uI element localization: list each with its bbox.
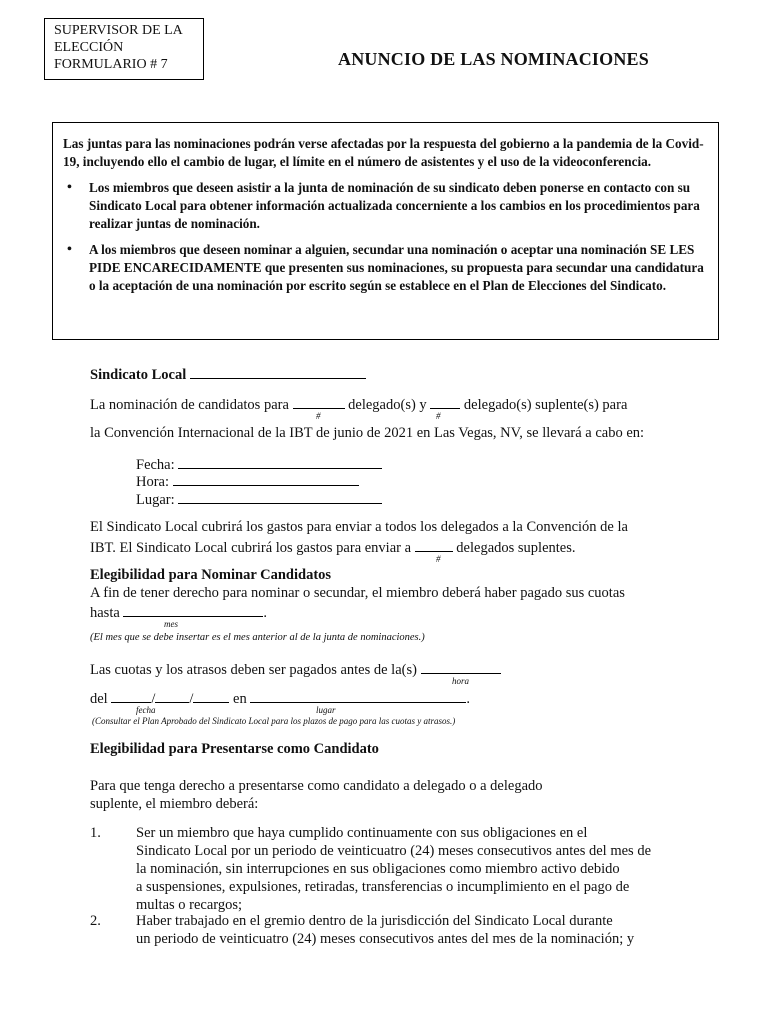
month-note: (El mes que se debe insertar es el mes anterior al de la junta de nominaciones.): [90, 632, 425, 643]
time-label: Hora:: [136, 474, 170, 490]
hash-sub: #: [316, 411, 321, 421]
local-union-label: Sindicato Local: [90, 367, 187, 383]
expenses-line: El Sindicato Local cubrirá los gastos para enviar a todos los delegados a la Convención de la: [90, 519, 628, 535]
section-heading-candidate: Elegibilidad para Presentarse como Candidato: [90, 741, 379, 757]
notice-bullet-list: [63, 179, 708, 295]
nomination-text: delegado(s) y: [348, 397, 427, 413]
place-field[interactable]: [178, 489, 382, 504]
period-text: .: [263, 605, 268, 621]
del-text: del: [90, 691, 108, 707]
form-id-line: SUPERVISOR DE LA: [54, 23, 183, 38]
dues-deadline-row: [90, 602, 267, 622]
slash-text: /: [189, 691, 194, 707]
list-item-line: multas o recargos;: [136, 897, 243, 913]
list-item-line: Ser un miembro que haya cumplido continuamente con sus obligaciones en el: [136, 825, 588, 841]
expenses-text: delegados suplentes.: [456, 540, 576, 556]
hash-sub: #: [436, 554, 441, 564]
nomination-text: delegado(s) suplente(s) para: [463, 397, 628, 413]
month-sub-label: mes: [164, 619, 178, 629]
expenses-text: IBT. El Sindicato Local cubrirá los gastos para enviar a: [90, 540, 412, 556]
local-union-row: [90, 364, 366, 384]
place-sub-label: lugar: [316, 705, 336, 715]
dues-year-field[interactable]: [193, 688, 229, 703]
notice-intro: Las juntas para las nominaciones podrán verse afectadas por la respuesta del gobierno a la pandemia de la Covid-19, incluyendo ello el cambio de lugar, el límite en el número de asistentes y el uso de la videoconferencia.: [63, 136, 704, 169]
bullet-icon: •: [67, 180, 72, 195]
form-id-line: FORMULARIO # 7: [54, 57, 168, 72]
place-label: Lugar:: [136, 492, 175, 508]
slash-text: /: [151, 691, 156, 707]
list-item: [136, 912, 696, 948]
en-text: en: [233, 691, 247, 707]
covid-notice-box: [52, 122, 719, 340]
dues-hour-field[interactable]: [421, 659, 501, 674]
list-item-line: Haber trabajado en el gremio dentro de la jurisdicción del Sindicato Local durante: [136, 913, 613, 929]
nomination-text: La nominación de candidatos para: [90, 397, 289, 413]
list-item-line: a suspensiones, expulsiones, retiradas, transferencias o incumplimiento en el pago de: [136, 879, 630, 895]
time-row: [136, 471, 359, 491]
notice-bullet-text: A los miembros que deseen nominar a alguien, secundar una nominación o aceptar una nominación SE LES PIDE ENCARECIDAMENTE que presenten sus nominaciones, su propuesta para secundar una candidatura o la aceptación de una nominación por escrito según se establece en el Plan de Elecciones del Sindicato.: [89, 242, 704, 293]
date-sub-label: fecha: [136, 705, 156, 715]
form-id-line: ELECCIÓN: [54, 40, 124, 55]
period-text: .: [466, 691, 470, 707]
dues-day-field[interactable]: [111, 688, 151, 703]
time-field[interactable]: [173, 471, 359, 486]
notice-bullet: [63, 179, 708, 233]
page-title: ANUNCIO DE LAS NOMINACIONES: [338, 49, 649, 69]
list-item-line: Sindicato Local por un periodo de veinticuatro (24) meses consecutivos antes del mes de: [136, 843, 652, 859]
form-id-box: [44, 18, 204, 80]
nomination-row: [90, 394, 627, 414]
dues-deadline-label: hasta: [90, 605, 120, 621]
alternates-count-field[interactable]: [430, 394, 460, 409]
candidate-intro-line: suplente, el miembro deberá:: [90, 796, 259, 812]
list-item-number: 2.: [90, 913, 101, 929]
delegates-count-field[interactable]: [293, 394, 345, 409]
hour-sub-label: hora: [452, 676, 470, 686]
list-item-line: la nominación, sin interrupciones en sus obligaciones como miembro activo debido: [136, 861, 620, 877]
convention-line: la Convención Internacional de la IBT de junio de 2021 en Las Vegas, NV, se llevará a cabo en:: [90, 425, 645, 441]
place-row: [136, 489, 382, 509]
dues-time-text: Las cuotas y los atrasos deben ser pagados antes de la(s): [90, 662, 417, 678]
date-label: Fecha:: [136, 457, 175, 473]
bullet-icon: •: [67, 242, 72, 257]
notice-bullet: [63, 241, 708, 295]
dues-month-part-field[interactable]: [155, 688, 189, 703]
list-item: [136, 824, 696, 914]
list-item-number: 1.: [90, 825, 101, 841]
hash-sub: #: [436, 411, 441, 421]
list-item-line: un periodo de veinticuatro (24) meses consecutivos antes del mes de la nominación; y: [136, 931, 635, 947]
expenses-line-2: [90, 537, 576, 557]
dues-place-field[interactable]: [250, 688, 466, 703]
date-field[interactable]: [178, 454, 382, 469]
dues-time-row: [90, 659, 501, 679]
section-heading-nominate: Elegibilidad para Nominar Candidatos: [90, 567, 332, 583]
local-union-field[interactable]: [190, 364, 366, 379]
payment-deadline-note: (Consultar el Plan Aprobado del Sindicato Local para los plazos de pago para las cuotas y atrasos.): [92, 716, 456, 726]
alternates-paid-field[interactable]: [415, 537, 453, 552]
dues-month-field[interactable]: [123, 602, 263, 617]
notice-bullet-text: Los miembros que deseen asistir a la junta de nominación de su sindicato deben ponerse en contacto con su Sindicato Local para obtener información actualizada concerniente a los cambios en los procedimientos para realizar juntas de nominación.: [89, 180, 700, 231]
candidate-intro-line: Para que tenga derecho a presentarse como candidato a delegado o a delegado: [90, 778, 543, 794]
nominate-line: A fin de tener derecho para nominar o secundar, el miembro deberá haber pagado sus cuotas: [90, 585, 625, 601]
